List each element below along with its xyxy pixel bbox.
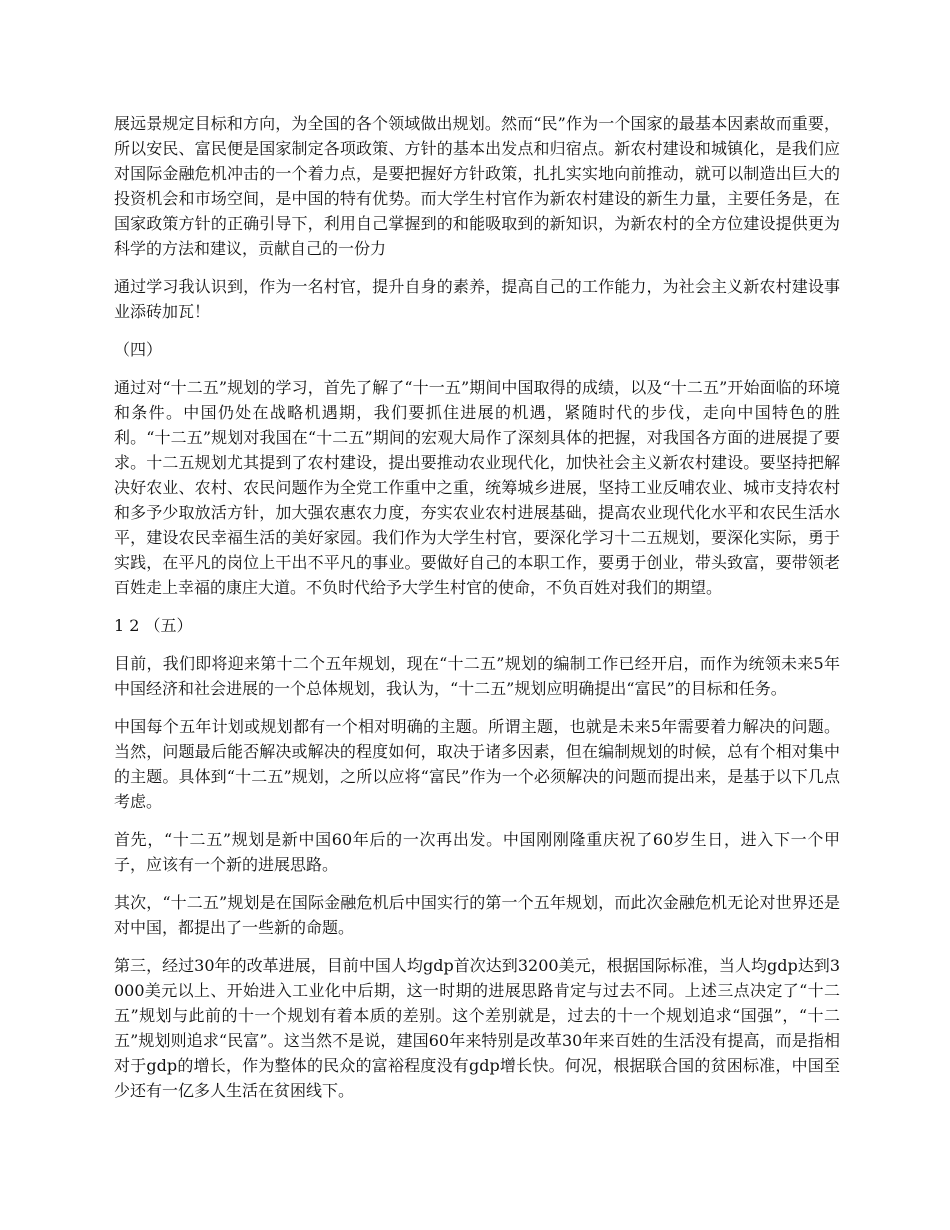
document-body [114,111,840,1116]
paragraph-village-official: 通过学习我认识到，作为一名村官，提升自身的素养，提高自己的工作能力，为社会主义新农村建设事业添砖加瓦！ [114,277,840,321]
paragraph-third-point: 第三，经过30年的改革进展，目前中国人均gdp首次达到3200美元，根据国际标准，当人均gdp达到3000美元以上、开始进入工业化中后期，这一时期的进展思路肯定与过去不同。上述三点决定了“十二五”规划与此前的十一个规划有着本质的差别。这个差别就是，过去的十一个规划追求“国强”，“十二五”规划则追求“民富”。这当然不是说，建国60年来特别是改革30年来百姓的生活没有提高，而是指相对于gdp的增长，作为整体的民众的富裕程度没有gdp增长快。何况，根据联合国的贫困标准，中国至少还有一亿多人生活在贫困线下。 [114,956,840,1100]
paragraph-planning-intro: 展远景规定目标和方向，为全国的各个领域做出规划。然而“民”作为一个国家的最基本因素故而重要，所以安民、富民便是国家制定各项政策、方针的基本出发点和归宿点。新农村建设和城镇化，是我们应对国际金融危机冲击的一个着力点，是要把握好方针政策，扎扎实实地向前推动，就可以制造出巨大的投资机会和市场空间，是中国的特有优势。而大学生村官作为新农村建设的新生力量，主要任务是，在国家政策方针的正确引导下，利用自己掌握到的和能吸取到的新知识，为新农村的全方位建设提供更为科学的方法和建议，贡献自己的一份力 [114,114,840,258]
paragraph-current-plan: 目前，我们即将迎来第十二个五年规划，现在“十二五”规划的编制工作已经开启，而作为统领未来5年中国经济和社会进展的一个总体规划，我认为，“十二五”规划应明确提出“富民”的目标和任务。 [114,654,840,698]
section-heading-five: 1 2 （五） [114,616,193,635]
section-heading-four: （四） [114,340,163,359]
paragraph-second-point: 其次，“十二五”规划是在国际金融危机后中国实行的第一个五年规划，而此次金融危机无论对世界还是对中国，都提出了一些新的命题。 [114,893,840,937]
paragraph-first-point: 首先，“十二五”规划是新中国60年后的一次再出发。中国刚刚隆重庆祝了60岁生日，进入下一个甲子，应该有一个新的进展思路。 [114,830,840,874]
paragraph-plan-theme: 中国每个五年计划或规划都有一个相对明确的主题。所谓主题，也就是未来5年需要着力解决的问题。当然，问题最后能否解决或解决的程度如何，取决于诸多因素，但在编制规划的时候，总有个相对集中的主题。具体到“十二五”规划，之所以应将“富民”作为一个必须解决的问题而提出来，是基于以下几点考虑。 [114,717,840,811]
paragraph-twelfth-plan-study: 通过对“十二五”规划的学习，首先了解了“十一五”期间中国取得的成绩，以及“十二五”开始面临的环境和条件。中国仍处在战略机遇期，我们要抓住进展的机遇，紧随时代的步伐，走向中国特色的胜利。“十二五”规划对我国在“十二五”期间的宏观大局作了深刻具体的把握，对我国各方面的进展提了要求。十二五规划尤其提到了农村建设，提出要推动农业现代化，加快社会主义新农村建设。要坚持把解决好农业、农村、农民问题作为全党工作重中之重，统筹城乡进展，坚持工业反哺农业、城市支持农村和多予少取放活方针，加大强农惠农力度，夯实农业农村进展基础，提高农业现代化水平和农民生活水平，建设农民幸福生活的美好家园。我们作为大学生村官，要深化学习十二五规划，要深化实际，勇于实践，在平凡的岗位上干出不平凡的事业。要做好自己的本职工作，要勇于创业，带头致富，要带领老百姓走上幸福的康庄大道。不负时代给予大学生村官的使命，不负百姓对我们的期望。 [114,378,840,597]
